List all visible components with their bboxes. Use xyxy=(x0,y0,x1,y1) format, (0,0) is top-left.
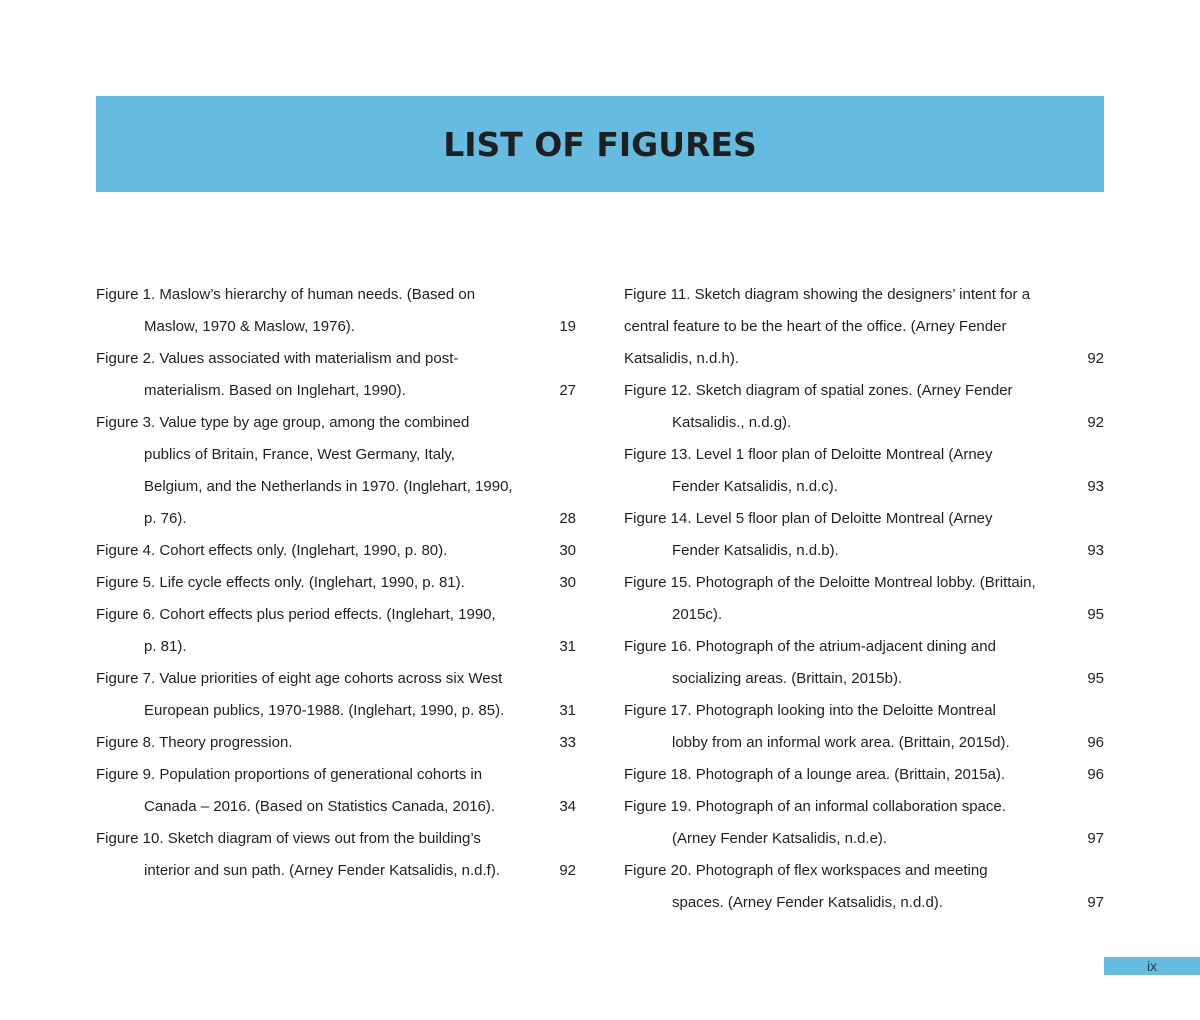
figure-entry-line xyxy=(624,887,1104,919)
figure-caption-text: Canada – 2016. (Based on Statistics Canada, 2016). xyxy=(144,798,496,815)
figure-page-number: 95 xyxy=(1087,670,1104,687)
figure-entry[interactable] xyxy=(96,535,576,567)
figure-caption-text: central feature to be the heart of the office. (Arney Fender xyxy=(624,318,1007,335)
page-title: LIST OF FIGURES xyxy=(443,124,757,164)
figure-page-number: 92 xyxy=(559,862,576,879)
figure-page-number: 92 xyxy=(1087,350,1104,367)
figure-entry[interactable] xyxy=(624,631,1104,695)
figure-page-number: 96 xyxy=(1087,766,1104,783)
figure-entry-line xyxy=(624,567,1104,599)
figure-caption-text: 2015c). xyxy=(672,606,723,623)
figure-caption-text: Figure 16. Photograph of the atrium-adjacent dining and xyxy=(624,638,996,655)
figure-entry-line xyxy=(96,471,576,503)
figure-entry-line xyxy=(624,599,1104,631)
figure-entry-line xyxy=(624,759,1104,791)
figure-page-number: 28 xyxy=(559,510,576,527)
figure-entry-line xyxy=(96,599,576,631)
figure-caption-text: Fender Katsalidis, n.d.b). xyxy=(672,542,839,559)
figure-entry-line xyxy=(96,823,576,855)
figure-caption-text: socializing areas. (Brittain, 2015b). xyxy=(672,670,903,687)
figure-page-number: 93 xyxy=(1087,478,1104,495)
figures-list-left xyxy=(96,279,576,887)
figure-entry-line xyxy=(96,311,576,343)
figure-caption-text: Figure 3. Value type by age group, among the combined xyxy=(96,414,470,431)
figure-entry-line xyxy=(624,439,1104,471)
figure-entry-line xyxy=(624,471,1104,503)
figure-entry-line xyxy=(624,375,1104,407)
figure-entry-line xyxy=(624,311,1104,343)
figure-entry-line xyxy=(96,503,576,535)
figure-caption-text: Figure 6. Cohort effects plus period effects. (Inglehart, 1990, xyxy=(96,606,496,623)
figure-page-number: 27 xyxy=(559,382,576,399)
figure-entry-line xyxy=(624,631,1104,663)
figure-caption-text: Belgium, and the Netherlands in 1970. (Inglehart, 1990, xyxy=(144,478,513,495)
figure-entry-line xyxy=(96,343,576,375)
figure-page-number: 93 xyxy=(1087,542,1104,559)
figure-caption-text: Figure 17. Photograph looking into the Deloitte Montreal xyxy=(624,702,996,719)
figure-entry-line xyxy=(96,791,576,823)
figure-caption-text: Figure 1. Maslow’s hierarchy of human needs. (Based on xyxy=(96,286,476,303)
figure-caption-text: Figure 8. Theory progression. xyxy=(96,734,293,751)
figure-entry-line xyxy=(96,855,576,887)
figure-caption-text: materialism. Based on Inglehart, 1990). xyxy=(144,382,406,399)
figure-page-number: 30 xyxy=(559,542,576,559)
figure-entry-line xyxy=(96,727,576,759)
figure-entry[interactable] xyxy=(96,663,576,727)
figure-page-number: 96 xyxy=(1087,734,1104,751)
figure-entry[interactable] xyxy=(96,823,576,887)
figure-entry-line xyxy=(96,759,576,791)
figure-caption-text: Fender Katsalidis, n.d.c). xyxy=(672,478,838,495)
figure-entry[interactable] xyxy=(624,759,1104,791)
figure-caption-text: Figure 2. Values associated with materialism and post- xyxy=(96,350,459,367)
page-number-tab xyxy=(1104,957,1200,975)
figure-entry-line xyxy=(624,695,1104,727)
figure-caption-text: lobby from an informal work area. (Brittain, 2015d). xyxy=(672,734,1010,751)
figure-entry[interactable] xyxy=(624,695,1104,759)
figure-page-number: 34 xyxy=(559,798,576,815)
figure-entry-line xyxy=(624,823,1104,855)
figure-caption-text: (Arney Fender Katsalidis, n.d.e). xyxy=(672,830,888,847)
figure-entry[interactable] xyxy=(96,727,576,759)
figure-entry-line xyxy=(96,631,576,663)
figure-entry-line xyxy=(624,791,1104,823)
figure-entry-line xyxy=(96,439,576,471)
figure-entry-line xyxy=(624,279,1104,311)
figure-caption-text: Figure 11. Sketch diagram showing the designers’ intent for a xyxy=(624,286,1031,303)
figure-entry-line xyxy=(96,375,576,407)
figures-list-right xyxy=(624,279,1104,919)
figure-entry-line xyxy=(96,279,576,311)
figure-entry-line xyxy=(624,503,1104,535)
figure-entry-line xyxy=(96,663,576,695)
figure-entry[interactable] xyxy=(624,279,1104,375)
figure-page-number: 33 xyxy=(559,734,576,751)
figure-caption-text: Figure 14. Level 5 floor plan of Deloitte Montreal (Arney xyxy=(624,510,993,527)
figure-entry[interactable] xyxy=(96,759,576,823)
figure-entry[interactable] xyxy=(624,567,1104,631)
figure-entry-line xyxy=(624,343,1104,375)
figure-entry[interactable] xyxy=(624,791,1104,855)
figure-entry[interactable] xyxy=(624,439,1104,503)
figure-caption-text: Figure 15. Photograph of the Deloitte Montreal lobby. (Brittain, xyxy=(624,574,1036,591)
figure-page-number: 31 xyxy=(559,702,576,719)
figure-page-number: 95 xyxy=(1087,606,1104,623)
figure-page-number: 92 xyxy=(1087,414,1104,431)
figure-caption-text: Figure 10. Sketch diagram of views out from the building’s xyxy=(96,830,481,847)
figure-caption-text: Figure 7. Value priorities of eight age cohorts across six West xyxy=(96,670,503,687)
figure-entry-line xyxy=(96,695,576,727)
figure-caption-text: Figure 13. Level 1 floor plan of Deloitte Montreal (Arney xyxy=(624,446,993,463)
figure-entry-line xyxy=(624,727,1104,759)
figure-entry[interactable] xyxy=(96,279,576,343)
figure-caption-text: Figure 18. Photograph of a lounge area. (Brittain, 2015a). xyxy=(624,766,1006,783)
figure-caption-text: Katsalidis., n.d.g). xyxy=(672,414,792,431)
figure-caption-text: interior and sun path. (Arney Fender Katsalidis, n.d.f). xyxy=(144,862,501,879)
figure-entry-line xyxy=(624,535,1104,567)
figure-page-number: 30 xyxy=(559,574,576,591)
figure-page-number: 19 xyxy=(559,318,576,335)
figure-caption-text: spaces. (Arney Fender Katsalidis, n.d.d). xyxy=(672,894,943,911)
figure-caption-text: Figure 12. Sketch diagram of spatial zones. (Arney Fender xyxy=(624,382,1013,399)
figure-page-number: 97 xyxy=(1087,894,1104,911)
figure-entry-line xyxy=(96,567,576,599)
figure-caption-text: Figure 4. Cohort effects only. (Inglehart, 1990, p. 80). xyxy=(96,542,448,559)
figure-entry[interactable] xyxy=(96,407,576,535)
figure-entry-line xyxy=(624,663,1104,695)
figure-entry[interactable] xyxy=(624,375,1104,439)
page-number: ix xyxy=(1146,958,1158,974)
figure-page-number: 31 xyxy=(559,638,576,655)
figure-caption-text: Figure 5. Life cycle effects only. (Inglehart, 1990, p. 81). xyxy=(96,574,465,591)
figure-caption-text: Figure 19. Photograph of an informal collaboration space. xyxy=(624,798,1006,815)
figure-caption-text: Katsalidis, n.d.h). xyxy=(624,350,740,367)
figure-entry[interactable] xyxy=(624,855,1104,919)
figure-entry[interactable] xyxy=(624,503,1104,567)
figure-caption-text: Figure 20. Photograph of flex workspaces and meeting xyxy=(624,862,988,879)
figure-page-number: 97 xyxy=(1087,830,1104,847)
figure-caption-text: p. 76). xyxy=(144,510,187,527)
figure-caption-text: Maslow, 1970 & Maslow, 1976). xyxy=(144,318,355,335)
figure-entry-line xyxy=(96,535,576,567)
figure-caption-text: publics of Britain, France, West Germany, Italy, xyxy=(144,446,455,463)
title-banner xyxy=(96,96,1104,192)
figure-caption-text: European publics, 1970-1988. (Inglehart, 1990, p. 85). xyxy=(144,702,505,719)
figure-caption-text: Figure 9. Population proportions of generational cohorts in xyxy=(96,766,483,783)
figure-caption-text: p. 81). xyxy=(144,638,187,655)
figure-entry-line xyxy=(624,855,1104,887)
figure-entry-line xyxy=(624,407,1104,439)
figure-entry-line xyxy=(96,407,576,439)
figure-entry[interactable] xyxy=(96,599,576,663)
figure-entry[interactable] xyxy=(96,343,576,407)
figure-entry[interactable] xyxy=(96,567,576,599)
